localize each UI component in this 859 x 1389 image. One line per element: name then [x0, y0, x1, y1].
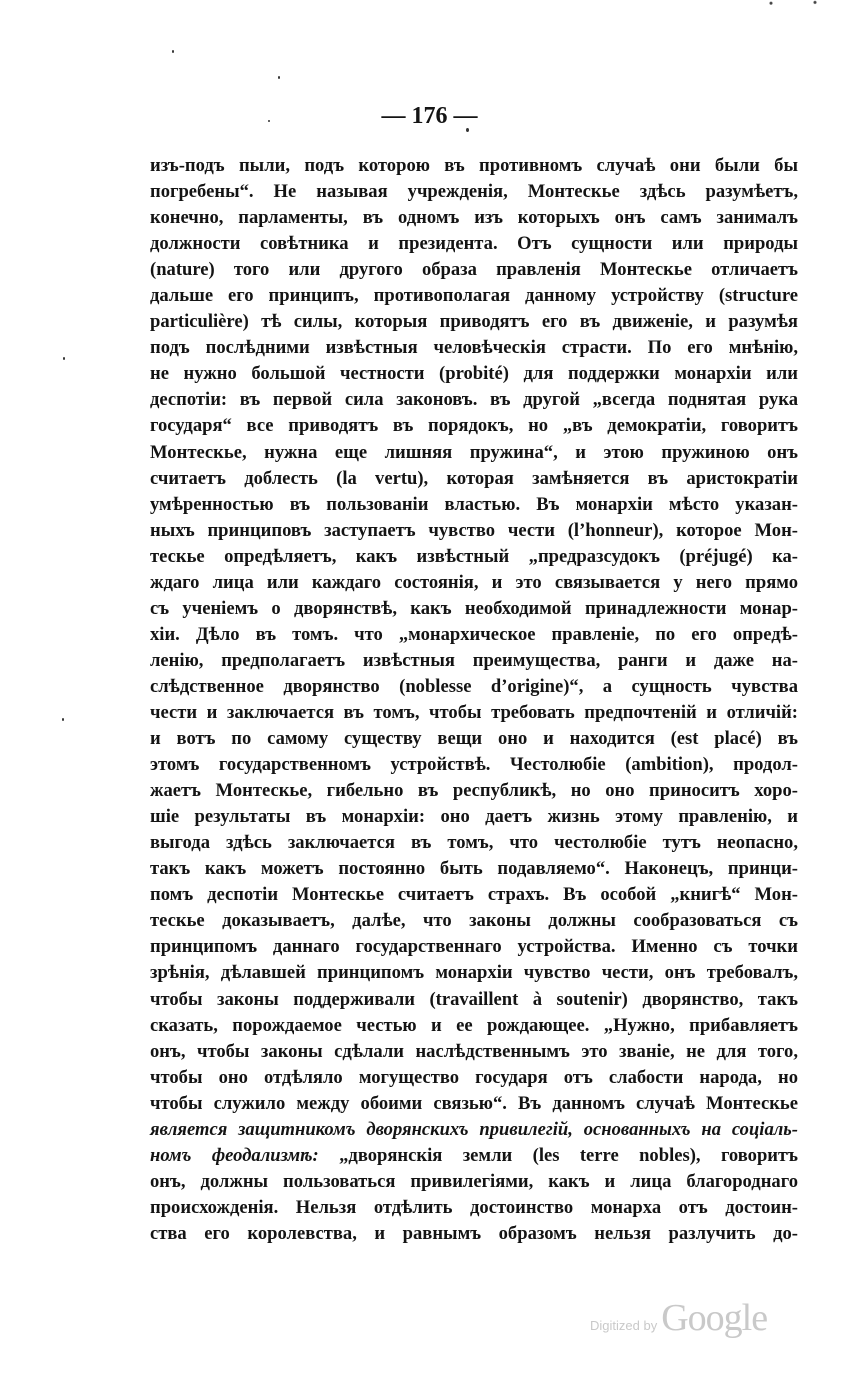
- google-logo: Google: [661, 1297, 768, 1339]
- text-line: помъ деспотіи Монтескье считаетъ страхъ. Въ особой „книгѣ“ Мон-: [150, 884, 798, 906]
- text-line: такъ какъ можетъ постоянно быть подавляемо“. Наконецъ, принци-: [150, 858, 798, 880]
- text-line: ства его королевства, и равнымъ образомъ нельзя разлучить до-: [150, 1222, 798, 1244]
- text-line: деспотіи: въ первой сила законовъ. въ другой „всегда поднятая рука: [150, 389, 798, 411]
- text-line: чтобы оно отдѣляло могущество государя отъ слабости народа, но: [150, 1066, 798, 1088]
- text-line: ждаго лица или каждаго состоянія, и это связывается у него прямо: [150, 571, 798, 593]
- text-line: не нужно большой честности (probité) для поддержки монархіи или: [150, 363, 798, 385]
- text-line: хіи. Дѣло въ томъ. что „монархическое правленіе, по его опредѣ-: [150, 623, 798, 645]
- scan-speck: [62, 718, 64, 721]
- text-line: должности совѣтника и президента. Отъ сущности или природы: [150, 233, 798, 255]
- italic-span: является защитникомъ дворянскихъ привилегій, основанныхъ на соціаль-: [150, 1118, 798, 1140]
- watermark-prefix: Digitized by: [590, 1318, 658, 1333]
- text-line: зрѣнія, дѣлавшей принципомъ монархіи чувство чести, онъ требовалъ,: [150, 962, 798, 984]
- text-line: государя“ все приводятъ въ порядокъ, но „въ демократіи, говоритъ: [150, 415, 798, 437]
- text-line: изъ-подъ пыли, подъ которою въ противномъ случаѣ они были бы: [150, 155, 798, 176]
- text-line: съ ученіемъ о дворянствѣ, какъ необходимой принадлежности монар-: [150, 597, 798, 619]
- text-line: и вотъ по самому существу вещи оно и находится (est placé) въ: [150, 728, 798, 750]
- text-line: сказать, порождаемое честью и ее рождающее. „Нужно, прибавляетъ: [150, 1014, 798, 1036]
- text-line: Монтескье, нужна еще лишняя пружина“, и этою пружиною онъ: [150, 441, 798, 463]
- italic-span: номъ феодализмѣ:: [150, 1144, 319, 1166]
- text-line: тескье опредѣляетъ, какъ извѣстный „предразсудокъ (préjugé) ка-: [150, 545, 798, 567]
- scan-speck: [63, 357, 65, 360]
- text-line: ныхъ принциповъ заступаетъ чувство чести (l’honneur), которое Мон-: [150, 519, 798, 541]
- scan-speck: [172, 50, 174, 53]
- page-number: — 176 —: [381, 103, 478, 129]
- text-line: [150, 1143, 798, 1169]
- text-line: чтобы законы поддерживали (travaillent à soutenir) дворянство, такъ: [150, 988, 798, 1010]
- text-line: погребены“. Не называя учрежденія, Монтескье здѣсь разумѣетъ,: [150, 181, 798, 203]
- text-line: дальше его принципъ, противополагая данному устройству (structure: [150, 285, 798, 307]
- body-text: [150, 153, 798, 1247]
- digitized-by-google-watermark: [590, 1296, 767, 1340]
- text-line: шіе результаты въ монархіи: оно даетъ жизнь этому правленію, и: [150, 806, 798, 828]
- text-line: онъ, должны пользоваться привилегіями, какъ и лица благороднаго: [150, 1170, 798, 1192]
- text-line: конечно, парламенты, въ одномъ изъ которыхъ онъ самъ занималъ: [150, 207, 798, 229]
- scan-artifact: [749, 0, 859, 8]
- text-span: „дворянскія земли (les terre nobles), говоритъ: [318, 1144, 798, 1166]
- text-line: ленію, предполагаетъ извѣстныя преимущества, ранги и даже на-: [150, 649, 798, 671]
- text-line: подъ послѣдними извѣстныя человѣческія страсти. По его мнѣнію,: [150, 337, 798, 359]
- scan-speck: [278, 76, 280, 79]
- text-line: выгода здѣсь заключается въ томъ, что честолюбіе тутъ неопасно,: [150, 832, 798, 854]
- text-line: слѣдственное дворянство (noblesse d’origine)“, а сущность чувства: [150, 675, 798, 697]
- text-line: жаетъ Монтескье, гибельно въ республикѣ, но оно приноситъ хоро-: [150, 780, 798, 802]
- text-line: particulière) тѣ силы, которыя приводятъ его въ движеніе, и разумѣя: [150, 311, 798, 333]
- text-line: чтобы служило между обоими связью“. Въ данномъ случаѣ Монтескье: [150, 1092, 798, 1114]
- text-line: умѣренностью въ пользованіи властью. Въ монархіи мѣсто указан-: [150, 493, 798, 515]
- text-line: [150, 1117, 798, 1143]
- text-line: чести и заключается въ томъ, чтобы требовать предпочтеній и отличій:: [150, 701, 798, 723]
- text-line: происхожденія. Нельзя отдѣлить достоинство монарха отъ достоин-: [150, 1196, 798, 1218]
- text-line: считаетъ доблесть (la vertu), которая замѣняется въ аристократіи: [150, 467, 798, 489]
- text-line: этомъ государственномъ устройствѣ. Честолюбіе (ambition), продол-: [150, 754, 798, 776]
- text-line: онъ, чтобы законы сдѣлали наслѣдственнымъ это званіе, не для того,: [150, 1040, 798, 1062]
- text-line: тескье доказываетъ, далѣе, что законы должны сообразоваться съ: [150, 910, 798, 932]
- text-line: (nature) того или другого образа правленія Монтескье отличаетъ: [150, 259, 798, 281]
- text-line: принципомъ даннаго государственнаго устройства. Именно съ точки: [150, 936, 798, 958]
